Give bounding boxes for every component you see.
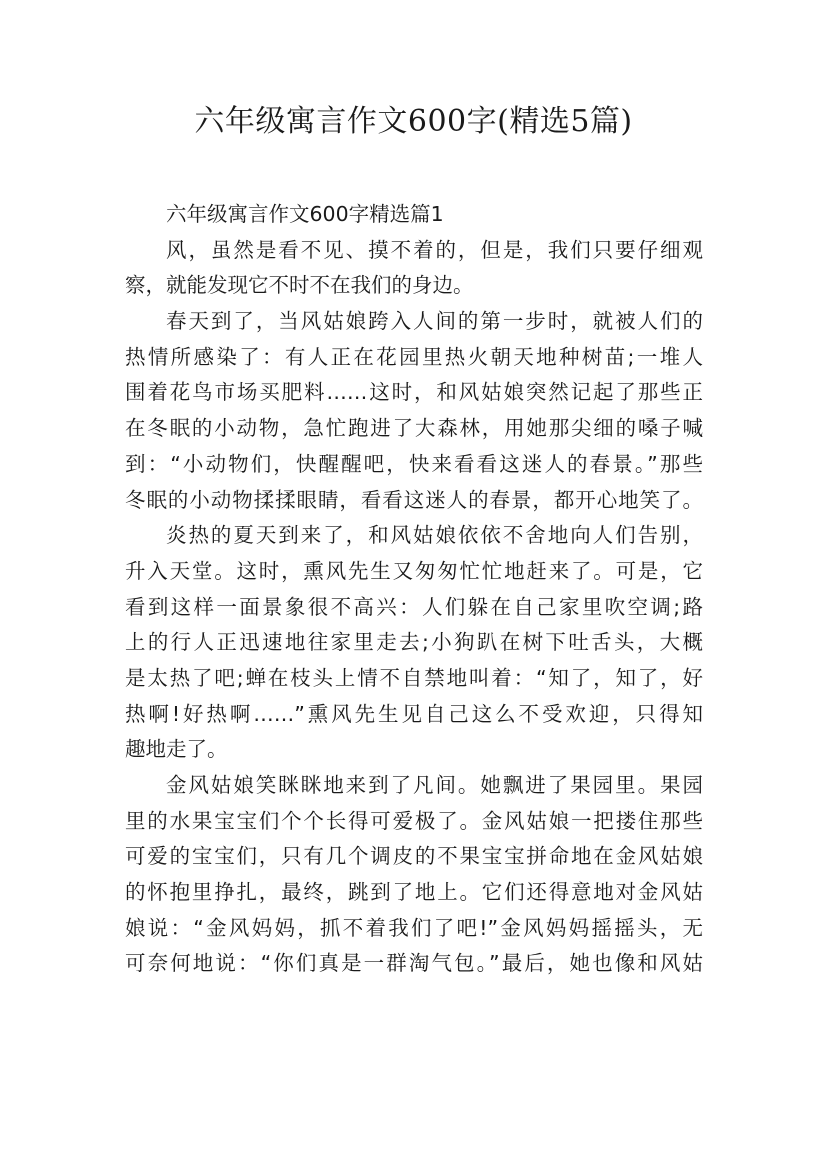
paragraph [125,768,703,982]
paragraph-line: 冬眠的小动物揉揉眼睛，看看这迷人的春景，都开心地笑了。 [125,487,703,512]
paragraph-line: 娘说：“金风妈妈，抓不着我们了吧!”金风妈妈摇摇头，无 [125,915,703,940]
paragraph-line: 到：“小动物们，快醒醒吧，快来看看这迷人的春景。”那些 [125,451,703,476]
paragraph-line: 金风姑娘笑眯眯地来到了凡间。她飘进了果园里。果园 [166,773,703,797]
section-heading: 六年级寓言作文600字精选篇1 [166,202,444,226]
paragraph-line: 上的行人正迅速地往家里走去;小狗趴在树下吐舌头，大概 [125,630,703,655]
paragraph-line: 趣地走了。 [125,737,228,762]
paragraph-line: 是太热了吧;蝉在枝头上情不自禁地叫着：“知了，知了，好 [125,665,703,690]
paragraph-line: 围着花鸟市场买肥料……这时，和风姑娘突然记起了那些正 [125,380,703,405]
paragraph-line: 春天到了，当风姑娘跨入人间的第一步时，就被人们的 [166,309,703,334]
paragraph-line: 在冬眠的小动物，急忙跑进了大森林，用她那尖细的嗓子喊 [125,416,703,441]
paragraph-line: 风，虽然是看不见、摸不着的，但是，我们只要仔细观 [166,237,703,262]
paragraph-line: 可奈何地说：“你们真是一群淘气包。”最后，她也像和风姑 [125,951,703,976]
paragraph-line: 里的水果宝宝们个个长得可爱极了。金风姑娘一把搂住那些 [125,808,703,833]
paragraph [125,233,703,304]
paragraph-line: 的怀抱里挣扎，最终，跳到了地上。它们还得意地对金风姑 [125,880,703,905]
paragraph-line: 炎热的夏天到来了，和风姑娘依依不舍地向人们告别， [166,523,703,548]
document-title: 六年级寓言作文600字(精选5篇) [194,104,633,139]
paragraph-line: 看到这样一面景象很不高兴：人们躲在自己家里吹空调;路 [125,594,703,619]
paragraph [125,304,703,518]
paragraph-line: 察，就能发现它不时不在我们的身边。 [125,273,474,298]
document-body [125,197,703,982]
paragraph-line: 升入天堂。这时，熏风先生又匆匆忙忙地赶来了。可是，它 [125,558,703,583]
paragraph-line: 可爱的宝宝们，只有几个调皮的不果宝宝拼命地在金风姑娘 [125,844,703,869]
paragraph-line: 热啊!好热啊……”熏风先生见自己这么不受欢迎，只得知 [125,701,703,726]
paragraph-line: 热情所感染了：有人正在花园里热火朝天地种树苗;一堆人 [125,344,703,369]
paragraph [125,518,703,768]
